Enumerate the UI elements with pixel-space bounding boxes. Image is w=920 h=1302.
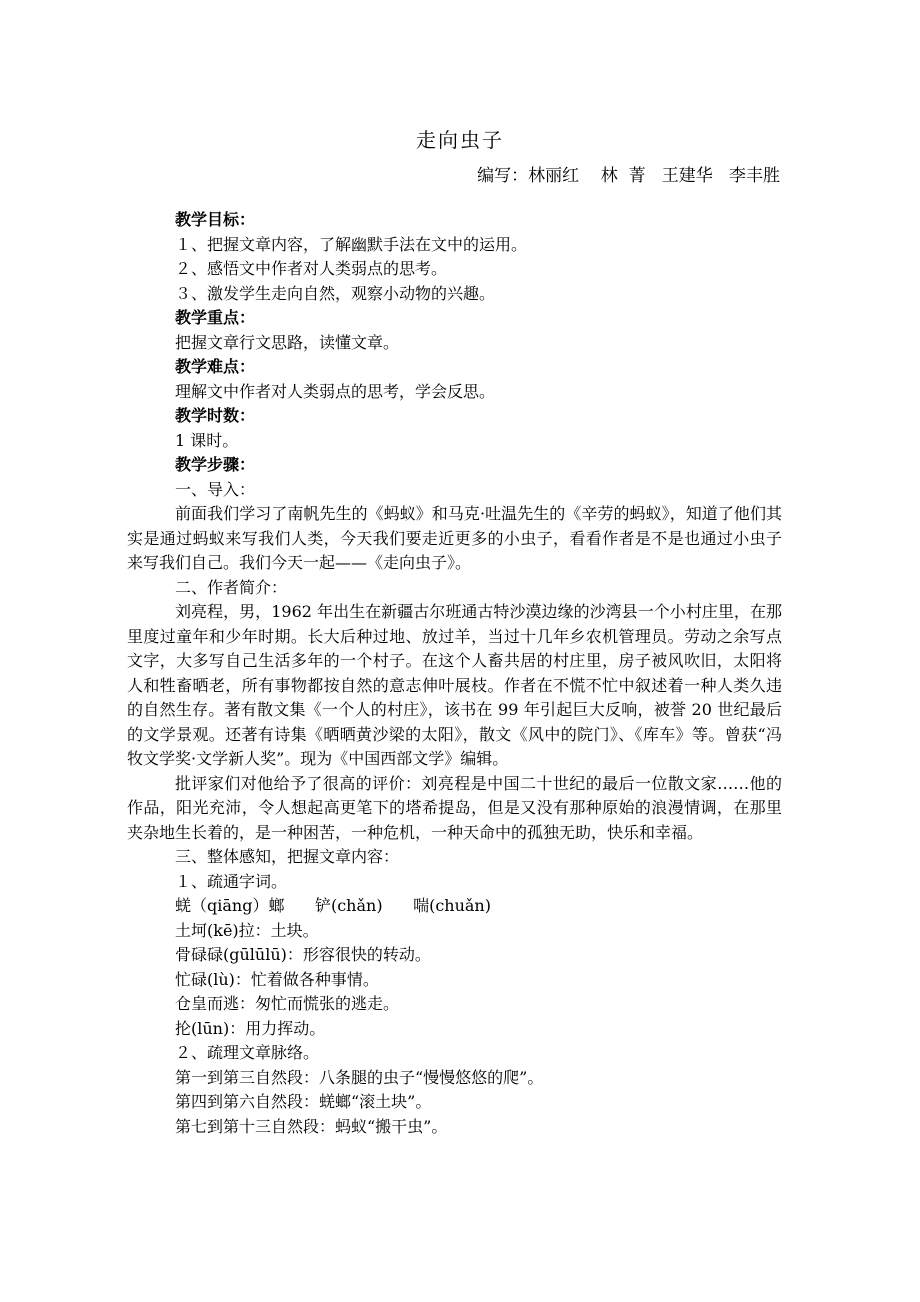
outline-item: 第一到第三自然段：八条腿的虫子“慢慢悠悠的爬”。 xyxy=(175,1067,544,1087)
vocab-item: 土坷(kē)拉：土块。 xyxy=(175,920,319,940)
critic-review-paragraph: 批评家们对他给予了很高的评价：刘亮程是中国二十世纪的最后一位散文家……他的作品，阳光充沛，令人想起高更笔下的塔希提岛，但是又没有那种原始的浪漫情调，在那里夹杂地生长着的，是一种困苦，一种危机，一种天命中的孤独无助，快乐和幸福。 xyxy=(127,773,782,842)
key-points-text: 把握文章行文思路，读懂文章。 xyxy=(175,332,400,352)
vocab-item: 忙碌(lù)：忙着做各种事情。 xyxy=(175,969,379,989)
objective-item: ２、感悟文中作者对人类弱点的思考。 xyxy=(175,259,448,278)
document-body xyxy=(127,208,782,1139)
author-bio-paragraph: 刘亮程，男，1962 年出生在新疆古尔班通古特沙漠边缘的沙湾县一个小村庄里，在那里度过童年和少年时期。长大后种过地、放过羊，当过十几年乡农机管理员。劳动之余写点文字，大多写自己生活多年的一个村子。在这个人畜共居的村庄里，房子被风吹旧，太阳将人和牲畜晒老，所有事物都按自然的意志伸叶展枝。作者在不慌不忙中叙述着一种人类久违的自然生存。著有散文集《一个人的村庄》，该书在 99 年引起巨大反响，被誉 20 世纪最后的文学景观。还著有诗集《晒晒黄沙梁的太阳》，散文《风中的院门》、《库车》等。曾获“冯牧文学奖·文学新人奖”。现为《中国西部文学》编辑。 xyxy=(127,602,782,768)
hours-heading: 教学时数： xyxy=(175,406,256,425)
objective-item: １、把握文章内容，了解幽默手法在文中的运用。 xyxy=(175,234,528,254)
step2-title: 二、作者简介： xyxy=(175,577,288,597)
document-authors: 编写：林丽红 林 菁 王建华 李丰胜 xyxy=(477,166,780,186)
vocab-item: 抡(lūn)：用力挥动。 xyxy=(175,1018,326,1038)
vocab-item: 骨碌碌(gūlūlū)：形容很快的转动。 xyxy=(175,945,431,964)
document-title: 走向虫子 xyxy=(416,128,504,152)
steps-heading: 教学步骤： xyxy=(175,455,256,474)
objective-item: ３、激发学生走向自然，观察小动物的兴趣。 xyxy=(175,283,496,303)
vocab-item: 仓皇而逃：匆忙而慌张的逃走。 xyxy=(175,994,400,1013)
key-points-heading: 教学重点： xyxy=(175,308,256,327)
outline-item: 第四到第六自然段：蜣螂“滚土块”。 xyxy=(175,1092,432,1111)
step1-paragraph: 前面我们学习了南帆先生的《蚂蚁》和马克·吐温先生的《辛劳的蚂蚁》，知道了他们其实是通过蚂蚁来写我们人类，今天我们要走近更多的小虫子，看看作者是不是也通过小虫子来写我们自己。我们今天一起——《走向虫子》。 xyxy=(127,504,782,572)
hours-text: 1 课时。 xyxy=(175,430,239,450)
step3-title: 三、整体感知，把握文章内容： xyxy=(175,847,400,866)
difficulties-text: 理解文中作者对人类弱点的思考，学会反思。 xyxy=(175,381,496,401)
step3-sub2: ２、疏理文章脉络。 xyxy=(175,1043,320,1062)
step1-title: 一、导入： xyxy=(175,479,256,499)
vocab-item: 蜣（qiāng）螂 铲(chǎn) 喘(chuǎn) xyxy=(175,896,491,915)
outline-item: 第七到第十三自然段：蚂蚁“搬干虫”。 xyxy=(175,1116,448,1136)
step3-sub1: １、疏通字词。 xyxy=(175,871,288,891)
difficulties-heading: 教学难点： xyxy=(175,357,256,376)
objectives-heading: 教学目标： xyxy=(175,210,256,229)
